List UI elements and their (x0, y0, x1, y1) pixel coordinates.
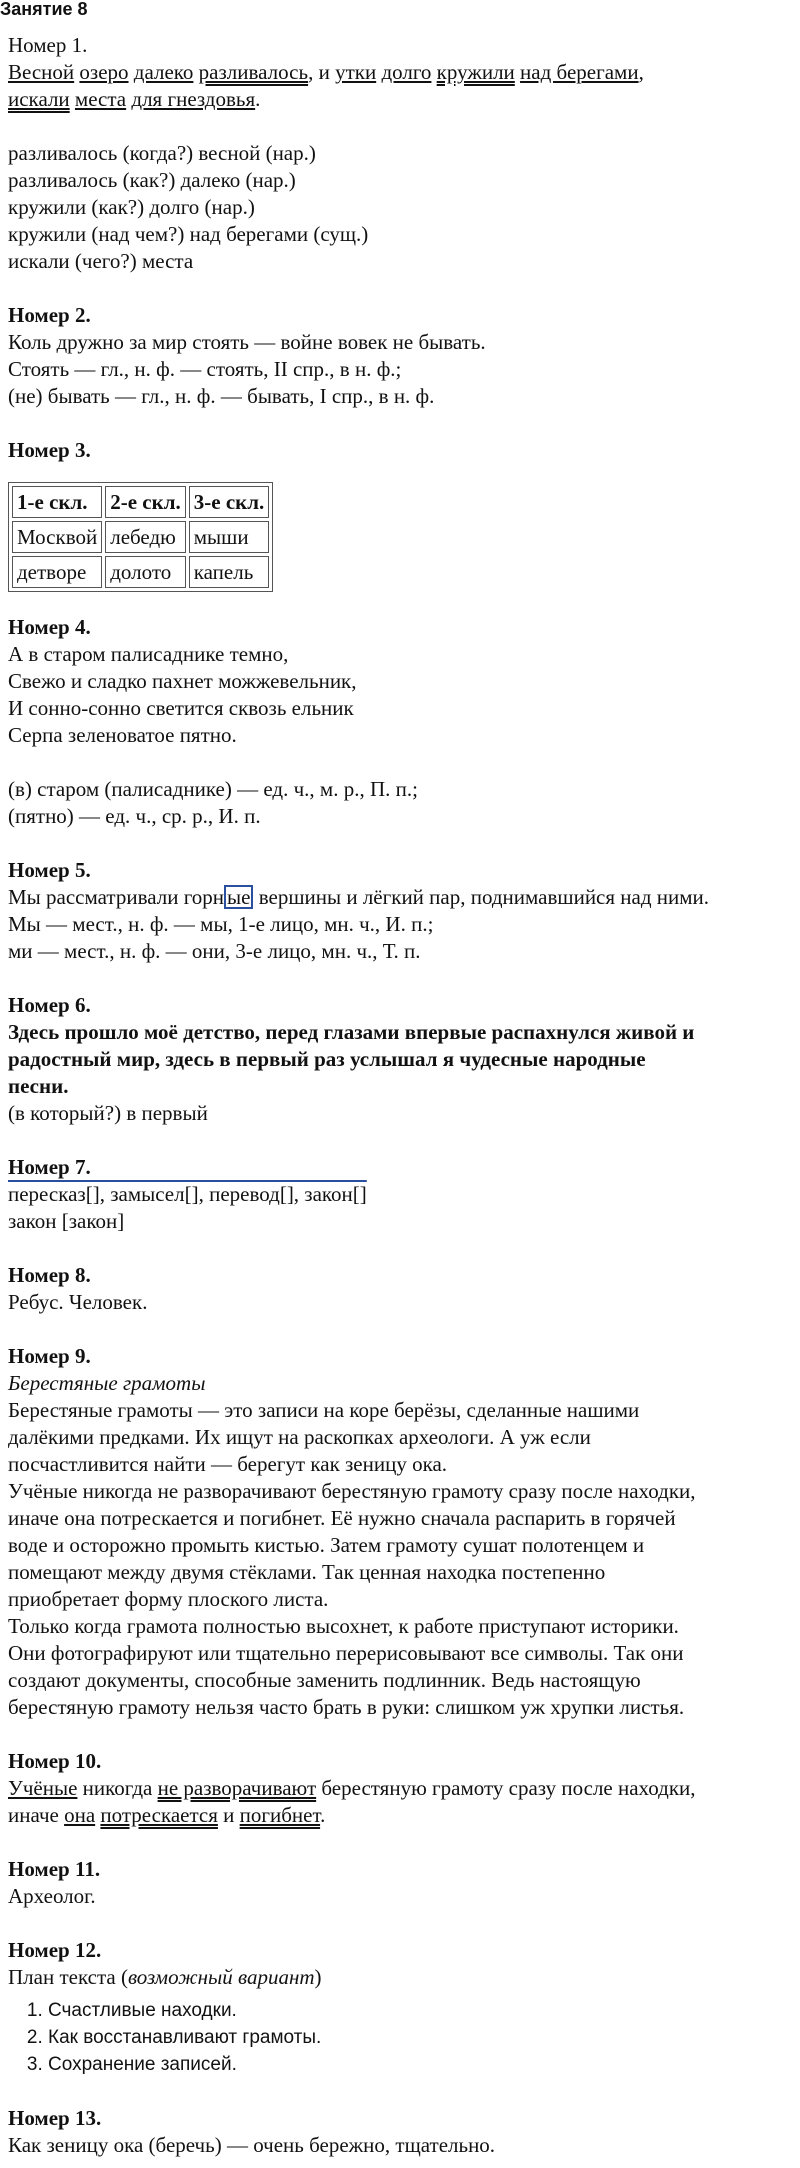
underlined-word: места (74, 87, 127, 111)
table-cell: Москвой (12, 521, 102, 553)
n2-line: (не) бывать — гл., н. ф. — бывать, I спр., в н. ф. (8, 384, 435, 408)
underlined-word: Весной (8, 60, 75, 84)
n12-heading: Номер 12. (8, 1938, 102, 1962)
n9-line: создают документы, способные заменить подлинник. Ведь настоящую (8, 1668, 641, 1692)
n10-sentence (8, 1775, 798, 1802)
n9-line: воде и осторожно промыть кистью. Затем грамоту сушат полотенцем и (8, 1533, 645, 1557)
list-item: 2. Как восстанавливают грамоты. (48, 2024, 798, 2051)
underlined-word: не разворачивают (157, 1776, 317, 1800)
n9-line: далёкими предками. Их ищут на раскопках археологи. А уж если (8, 1425, 591, 1449)
table-cell: мыши (189, 521, 270, 553)
table-header-cell: 3-е скл. (189, 486, 270, 518)
underlined-word: долго (381, 60, 432, 84)
underlined-word: озеро (79, 60, 129, 84)
n9-line: берестяную грамоту нельзя часто брать в руки: слишком уж хрупки листья. (8, 1695, 685, 1719)
text-fragment: . (255, 87, 261, 111)
n5-sentence-start: Мы рассматривали горн (8, 885, 225, 909)
text-fragment: иначе (8, 1803, 65, 1827)
n11-heading: Номер 11. (8, 1857, 101, 1881)
n9-line: Они фотографируют или тщательно перерисовывают все символы. Так они (8, 1641, 684, 1665)
n3-heading: Номер 3. (8, 438, 91, 462)
n11-line: Археолог. (8, 1884, 96, 1908)
plan-list (8, 1997, 798, 2078)
n12-line (8, 1964, 798, 1991)
n4-poem-line: Серпа зеленоватое пятно. (8, 723, 237, 747)
n2-line: Коль дружно за мир стоять — войне вовек не бывать. (8, 330, 486, 354)
table-cell: лебедю (105, 521, 186, 553)
ending-box-mark: ые (224, 885, 253, 909)
underlined-word: утки (335, 60, 377, 84)
text-fragment: никогда (77, 1776, 158, 1800)
n6-bold-line: радостный мир, здесь в первый раз услышал я чудесные народные (8, 1047, 646, 1071)
n12-line-italic: возможный вариант (127, 1965, 315, 1989)
page-title: Занятие 8 (0, 0, 88, 19)
n5-sentence (8, 884, 798, 911)
underlined-word: далеко (133, 60, 194, 84)
underlined-word: кружили (436, 60, 515, 84)
n7-heading: Номер 7. (8, 1155, 91, 1179)
n9-line: помещают между двумя стёклами. Так ценная находка постепенно (8, 1560, 606, 1584)
n9-heading: Номер 9. (8, 1344, 91, 1368)
underlined-word: Учёные (8, 1776, 78, 1800)
n12-line-end: ) (314, 1965, 322, 1989)
n9-line: Берестяные грамоты — это записи на коре берёзы, сделанные нашими (8, 1398, 640, 1422)
text-fragment: берестяную грамоту сразу после находки, (316, 1776, 696, 1800)
table-cell: капель (189, 556, 270, 588)
n4-analysis-line: (пятно) — ед. ч., ср. р., И. п. (8, 804, 261, 828)
n1-heading: Номер 1. (8, 33, 88, 57)
underlined-word: потрескается (100, 1803, 218, 1827)
n9-line: Только когда грамота полностью высохнет, к работе приступают историки. (8, 1614, 679, 1638)
n1-analysis-line: искали (чего?) места (8, 249, 194, 273)
table-cell: детворе (12, 556, 102, 588)
n1-analysis-line: кружили (как?) долго (нар.) (8, 195, 255, 219)
n9-line: Учёные никогда не разворачивают берестяную грамоту сразу после находки, (8, 1479, 696, 1503)
n6-bold-line: песни. (8, 1074, 69, 1098)
n7-words: пересказ[], замысел[], перевод[], закон[] (8, 1182, 367, 1206)
n1-analysis-line: разливалось (как?) далеко (нар.) (8, 168, 296, 192)
n4-poem-line: И сонно-сонно светится сквозь ельник (8, 696, 354, 720)
underlined-word: над берегами (520, 60, 639, 84)
n4-heading: Номер 4. (8, 615, 91, 639)
list-item: 3. Сохранение записей. (48, 2051, 798, 2078)
n6-line: (в который?) в первый (8, 1101, 208, 1125)
document-body (8, 32, 798, 2159)
table-header-row (12, 486, 269, 518)
n5-heading: Номер 5. (8, 858, 91, 882)
text-fragment: , и (308, 60, 336, 84)
n4-poem-line: Свежо и сладко пахнет можжевельник, (8, 669, 357, 693)
table-header-cell: 1-е скл. (12, 486, 102, 518)
n1-sentence-cont (8, 86, 798, 113)
n2-heading: Номер 2. (8, 303, 91, 327)
text-fragment: , (638, 60, 644, 84)
n5-line: ми — мест., н. ф. — они, 3-е лицо, мн. ч., Т. п. (8, 939, 421, 963)
n6-heading: Номер 6. (8, 993, 91, 1017)
underlined-word: погибнет (239, 1803, 321, 1827)
underlined-word: искали (8, 87, 70, 111)
declension-table (8, 482, 273, 592)
n9-line: посчастливится найти — берегут как зеницу ока. (8, 1452, 448, 1476)
n2-line: Стоять — гл., н. ф. — стоять, II спр., в н. ф.; (8, 357, 402, 381)
text-fragment: и (217, 1803, 240, 1827)
n9-subtitle: Берестяные грамоты (8, 1371, 206, 1395)
n4-poem-line: А в старом палисаднике темно, (8, 642, 289, 666)
underlined-word: для гнездовья (131, 87, 256, 111)
n5-sentence-end: вершины и лёгкий пар, поднимавшийся над ними. (253, 885, 710, 909)
n1-analysis-line: разливалось (когда?) весной (нар.) (8, 141, 316, 165)
n10-sentence-cont (8, 1802, 798, 1829)
underlined-word: разливалось (198, 60, 309, 84)
n8-line: Ребус. Человек. (8, 1290, 148, 1314)
n13-line: Как зеницу ока (беречь) — очень бережно, тщательно. (8, 2133, 496, 2157)
n6-bold-line: Здесь прошло моё детство, перед глазами впервые распахнулся живой и (8, 1020, 695, 1044)
n9-line: приобретает форму плоского листа. (8, 1587, 329, 1611)
table-cell: долото (105, 556, 186, 588)
table-row (12, 521, 269, 553)
n4-analysis-line: (в) старом (палисаднике) — ед. ч., м. р., П. п.; (8, 777, 418, 801)
n12-line-start: План текста ( (8, 1965, 128, 1989)
list-item: 1. Счастливые находки. (48, 1997, 798, 2024)
n1-sentence (8, 59, 798, 86)
text-fragment: . (320, 1803, 326, 1827)
n13-heading: Номер 13. (8, 2106, 102, 2130)
underlined-word: она (64, 1803, 96, 1827)
n10-heading: Номер 10. (8, 1749, 102, 1773)
n5-line: Мы — мест., н. ф. — мы, 1-е лицо, мн. ч., И. п.; (8, 912, 434, 936)
n1-analysis-line: кружили (над чем?) над берегами (сущ.) (8, 222, 369, 246)
n7-line: закон [закон] (8, 1209, 125, 1233)
table-header-cell: 2-е скл. (105, 486, 186, 518)
n8-heading: Номер 8. (8, 1263, 91, 1287)
n9-line: иначе она потрескается и погибнет. Её нужно сначала распарить в горячей (8, 1506, 676, 1530)
table-row (12, 556, 269, 588)
